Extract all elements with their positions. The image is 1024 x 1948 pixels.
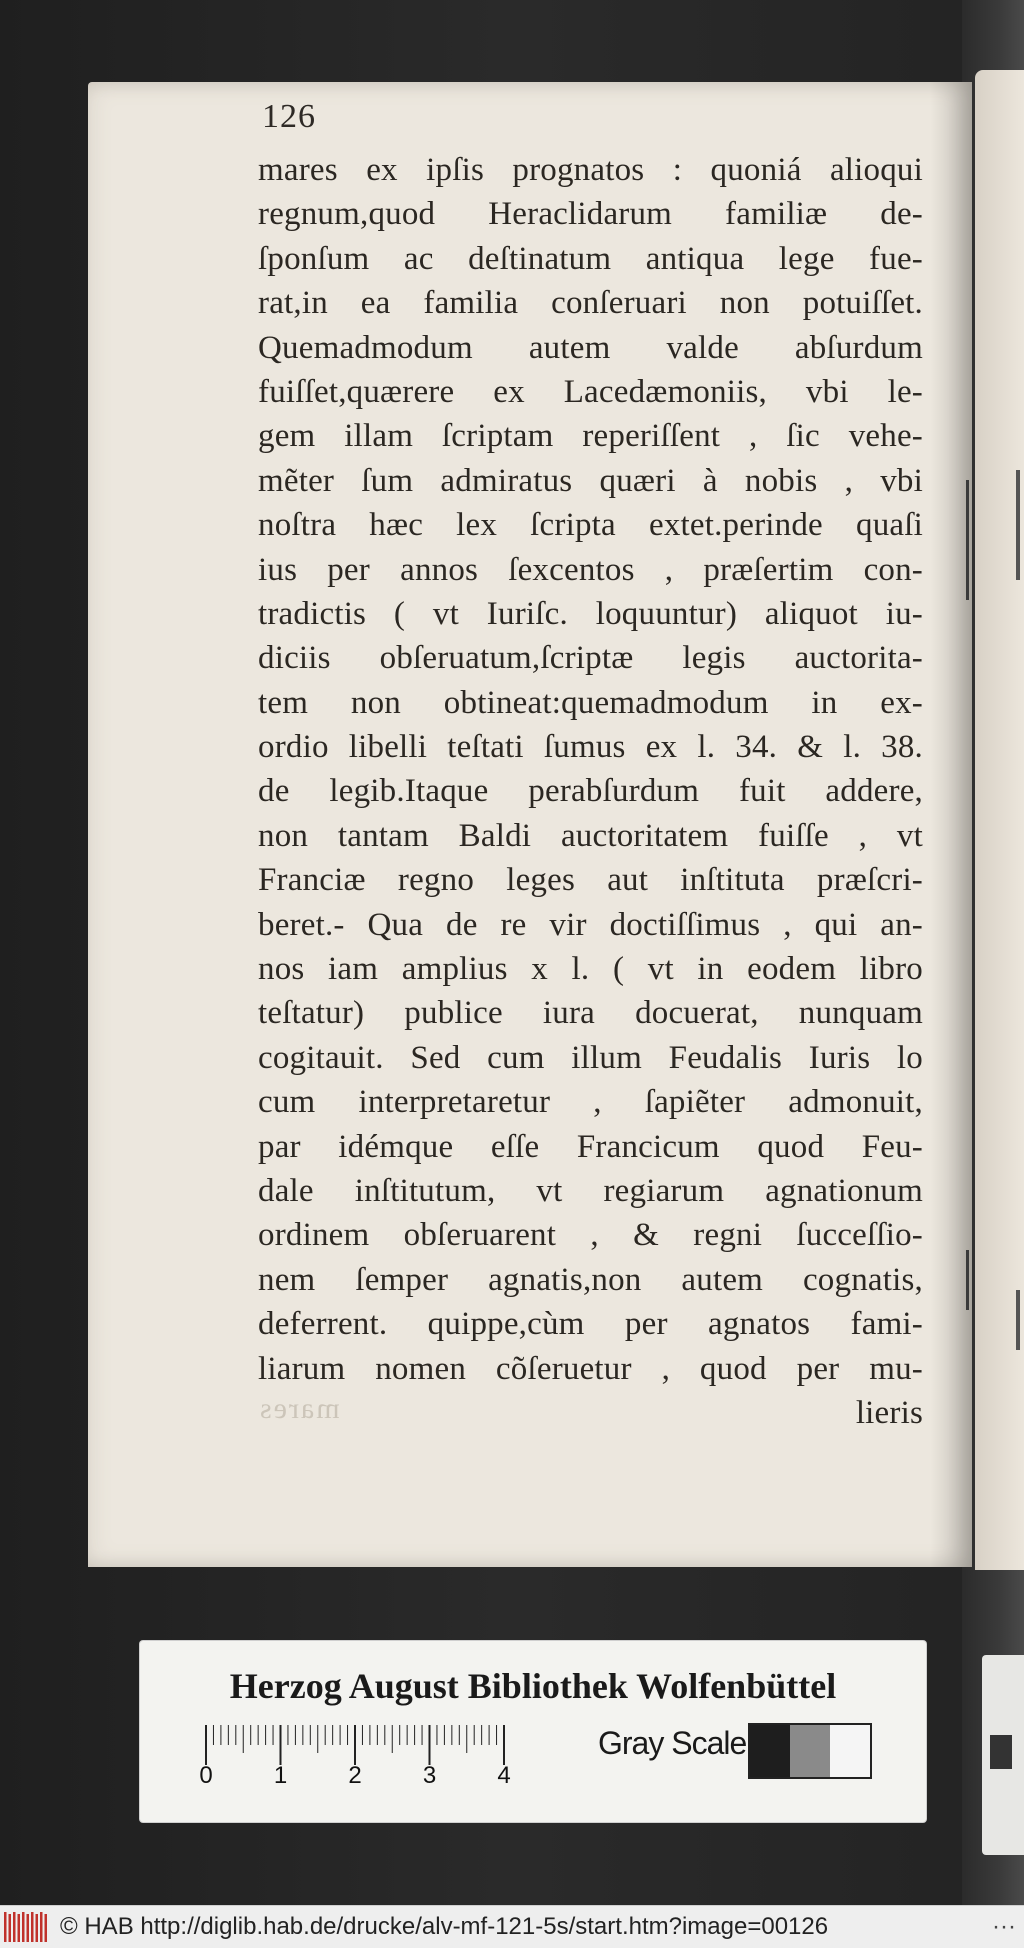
ruler-number: 4 [497,1762,511,1789]
text-line: teſtatur) publice iura docuerat, nunquam [258,995,923,1032]
copyright-url: © HAB http://diglib.hab.de/drucke/alv-mf-121-5s/start.htm?image=00126 [60,1913,829,1940]
logo-bar [9,1914,12,1942]
text-line: deferrent. quippe,cùm per agnatos fami- [258,1306,923,1343]
text-line: Quemadmodum autem valde abſurdum [258,329,923,366]
facing-page-mark [1016,470,1020,580]
text-line: beret.- Qua de re vir doctiſſimus , qui an- [258,906,923,943]
page-text [258,148,923,1435]
ruler-number: 1 [273,1762,288,1789]
more-options-icon[interactable]: ··· [992,1913,1016,1940]
logo-bar [18,1914,21,1942]
text-line: nem ſemper agnatis,non autem cognatis, [258,1261,923,1298]
page-edge-mark [966,1250,969,1310]
text-line: cum interpretaretur , ſapiẽter admonuit, [258,1084,923,1121]
logo-bar [36,1914,39,1942]
ruler-number: 2 [348,1762,362,1789]
text-line: fuiſſet,quærere ex Lacedæmoniis, vbi le- [258,373,923,410]
logo-bar [40,1912,43,1942]
text-line: cogitauit. Sed cum illum Feudalis Iuris lo [258,1039,923,1076]
text-line: ordinem obſeruarent , & regni ſucceſſio- [258,1217,923,1254]
text-line: tradictis ( vt Iuriſc. loquuntur) aliquot iu- [258,595,923,632]
facing-page-mark [1016,1290,1020,1350]
gutter-shadow [930,82,972,1567]
ruler-ticks [206,1725,504,1765]
text-line: mares ex ipſis prognatos : quoniá alioqui [258,152,923,188]
logo-bar [31,1912,34,1942]
text-line: mẽter ſum admiratus quæri à nobis , vbi [258,462,923,499]
ruler-number: 0 [199,1762,213,1789]
text-line: rat,in ea familia conſeruari non potuiſſet. [258,285,923,322]
logo-bar [22,1912,25,1942]
logo-bar [4,1912,7,1942]
logo-bar [45,1914,48,1942]
text-line: ordio libelli teſtati ſumus ex l. 34. & l. 38. [258,729,923,766]
text-line: nos iam amplius x l. ( vt in eodem libro [258,951,923,988]
page-number: 126 [262,98,316,135]
gray-swatch [830,1725,870,1777]
gray-swatch [790,1725,830,1777]
text-line: non tantam Baldi auctoritatem fuiſſe , vt [258,817,923,854]
hab-logo-icon [2,1910,50,1944]
text-line: liarum nomen cõſeruetur , quod per mu- [258,1350,923,1387]
text-line: par idémque eſſe Francicum quod Feu- [258,1128,923,1165]
text-line: noſtra hæc lex ſcripta extet.perinde quaſi [258,507,923,544]
text-line: dale inſtitutum, vt regiarum agnationum [258,1172,923,1209]
text-line: gem illam ſcriptam reperiſſent , ſic vehe- [258,418,923,455]
gray-scale-label: Gray Scale [598,1725,747,1761]
ruler-numbers [199,1762,510,1789]
scale-ruler [199,1723,572,1789]
text-line: Franciæ regno leges aut inſtituta præſcri- [258,862,923,899]
text-line: de legib.Itaque perabſurdum fuit addere, [258,773,923,810]
ruler-number: 3 [422,1762,437,1789]
catchword: lieris [855,1394,923,1431]
bleed-through-text: mares [258,1392,340,1425]
library-title: Herzog August Bibliothek Wolfenbüttel [229,1666,837,1706]
logo-bar [13,1912,16,1942]
text-line: tem non obtineat:quemadmodum in ex- [258,684,923,721]
text-line: diciis obſeruatum,ſcriptæ legis auctorita- [258,640,923,677]
text-line: regnum,quod Heraclidarum familiæ de- [258,196,923,233]
logo-bar [27,1914,30,1942]
adjacent-label-mark [990,1735,1012,1769]
gray-swatch [750,1725,790,1777]
adjacent-label-card [982,1655,1024,1855]
gray-scale-strip [748,1723,872,1779]
text-line: ius per annos ſexcentos , præſertim con- [258,551,923,588]
page-edge-mark [966,480,969,600]
footer-bar [0,1905,1024,1948]
text-line: ſponſum ac deſtinatum antiqua lege fue- [258,240,923,277]
library-label-card [140,1641,926,1822]
